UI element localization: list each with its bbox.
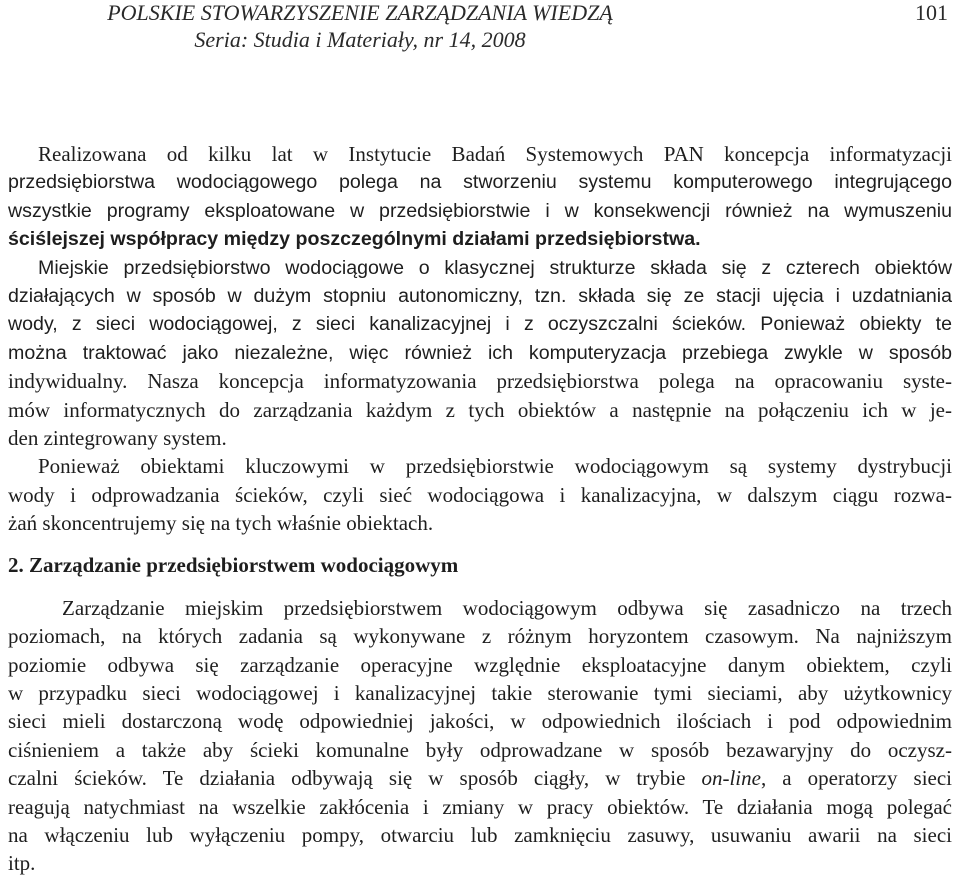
text-line: żań skoncentrujemy się na tych właśnie obiektach.: [8, 511, 434, 536]
text-line: Zarządzanie miejskim przedsiębiorstwem wodociągowym odbywa się zasadniczo na trzech: [62, 595, 952, 620]
online-term: on-line: [701, 766, 761, 791]
page-number: 101: [915, 0, 948, 25]
paragraph-management: [8, 594, 952, 878]
text-line: indywidualny. Nasza koncepcja informatyzowania przedsiębiorstwa polega na opracowaniu syste-: [8, 369, 952, 394]
text-line: wszystkie programy eksploatowane w przedsiębiorstwie i w konsekwencji również na wymuszeniu: [8, 199, 952, 222]
paragraph-intro-3: [8, 225, 952, 253]
text-line: Miejskie przedsiębiorstwo wodociągowe o klasycznej strukturze składa się z czterech obiektów: [38, 256, 952, 279]
text-line: działających w sposób w dużym stopniu autonomiczny, tzn. składa się ze stacji ujęcia i uzdatniania: [8, 285, 952, 308]
text-line: wody, z sieci wodociągowej, z sieci kanalizacyjnej i z oczyszczalni ścieków. Ponieważ obiekty te: [8, 313, 952, 336]
text-line: ciśnieniem a także aby ścieki komunalne były odprowadzane w sposób bezawaryjny do oczysz-: [8, 737, 952, 762]
text-line-online: czalni ścieków. Te działania odbywają się w sposób ciągły, w trybie on-line, a operatorzy sieci: [8, 766, 953, 791]
paragraph-intro-1: [8, 140, 952, 168]
paragraph-structure: [8, 254, 952, 368]
text-line: sieci mieli dostarczoną wodę odpowiedniej jakości, w odpowiednich ilościach i pod odpowiednim: [8, 709, 952, 734]
text-line: można traktować jako niezależne, więc również ich komputeryzacja przebiega zwykle w sposób: [8, 341, 952, 364]
paragraph-concept: [8, 367, 952, 537]
paragraph-intro-2: [8, 168, 952, 225]
text-line: ściślejszej współpracy między poszczególnymi działami przedsiębiorstwa.: [8, 228, 701, 251]
journal-title: POLSKIE STOWARZYSZENIE ZARZĄDZANIA WIEDZĄ: [107, 0, 613, 25]
text-line: Realizowana od kilku lat w Instytucie Badań Systemowych PAN koncepcja informatyzacji: [38, 142, 952, 166]
text-line: wody i odprowadzania ścieków, czyli sieć wodociągowa i kanalizacyjna, w dalszym ciągu rozwa-: [8, 482, 952, 507]
text-line: poziomie odbywa się zarządzanie operacyjne względnie eksploatacyjne danym obiektem, czyli: [8, 652, 952, 677]
series-info: Seria: Studia i Materiały, nr 14, 2008: [194, 27, 526, 52]
text-line: w przypadku sieci wodociągowej i kanalizacyjnej takie sterowanie tymi sieciami, aby użytkownicy: [8, 680, 952, 705]
article-body: [8, 140, 952, 878]
text-line: mów informatycznych do zarządzania każdym z tych obiektów a następnie na połączeniu ich w je-: [8, 397, 952, 422]
text-line: den zintegrowany system.: [8, 426, 227, 451]
text-line: Ponieważ obiektami kluczowymi w przedsiębiorstwie wodociągowym są systemy dystrybucji: [38, 454, 952, 479]
text-line: przedsiębiorstwa wodociągowego polega na stworzeniu systemu komputerowego integrującego: [8, 171, 952, 194]
text-line: poziomach, na których zadania są wykonywane z różnym horyzontem czasowym. Na najniższym: [8, 624, 952, 649]
text-line: reagują natychmiast na wszelkie zakłócenia i zmiany w pracy obiektów. Te działania mogą polegać: [8, 794, 952, 819]
text-line: na włączeniu lub wyłączeniu pompy, otwarciu lub zamknięciu zasuwy, usuwaniu awarii na sieci: [8, 822, 952, 847]
text-line: itp.: [8, 851, 36, 876]
section-heading: 2. Zarządzanie przedsiębiorstwem wodociągowym: [8, 552, 459, 577]
page-header: [0, 0, 960, 60]
